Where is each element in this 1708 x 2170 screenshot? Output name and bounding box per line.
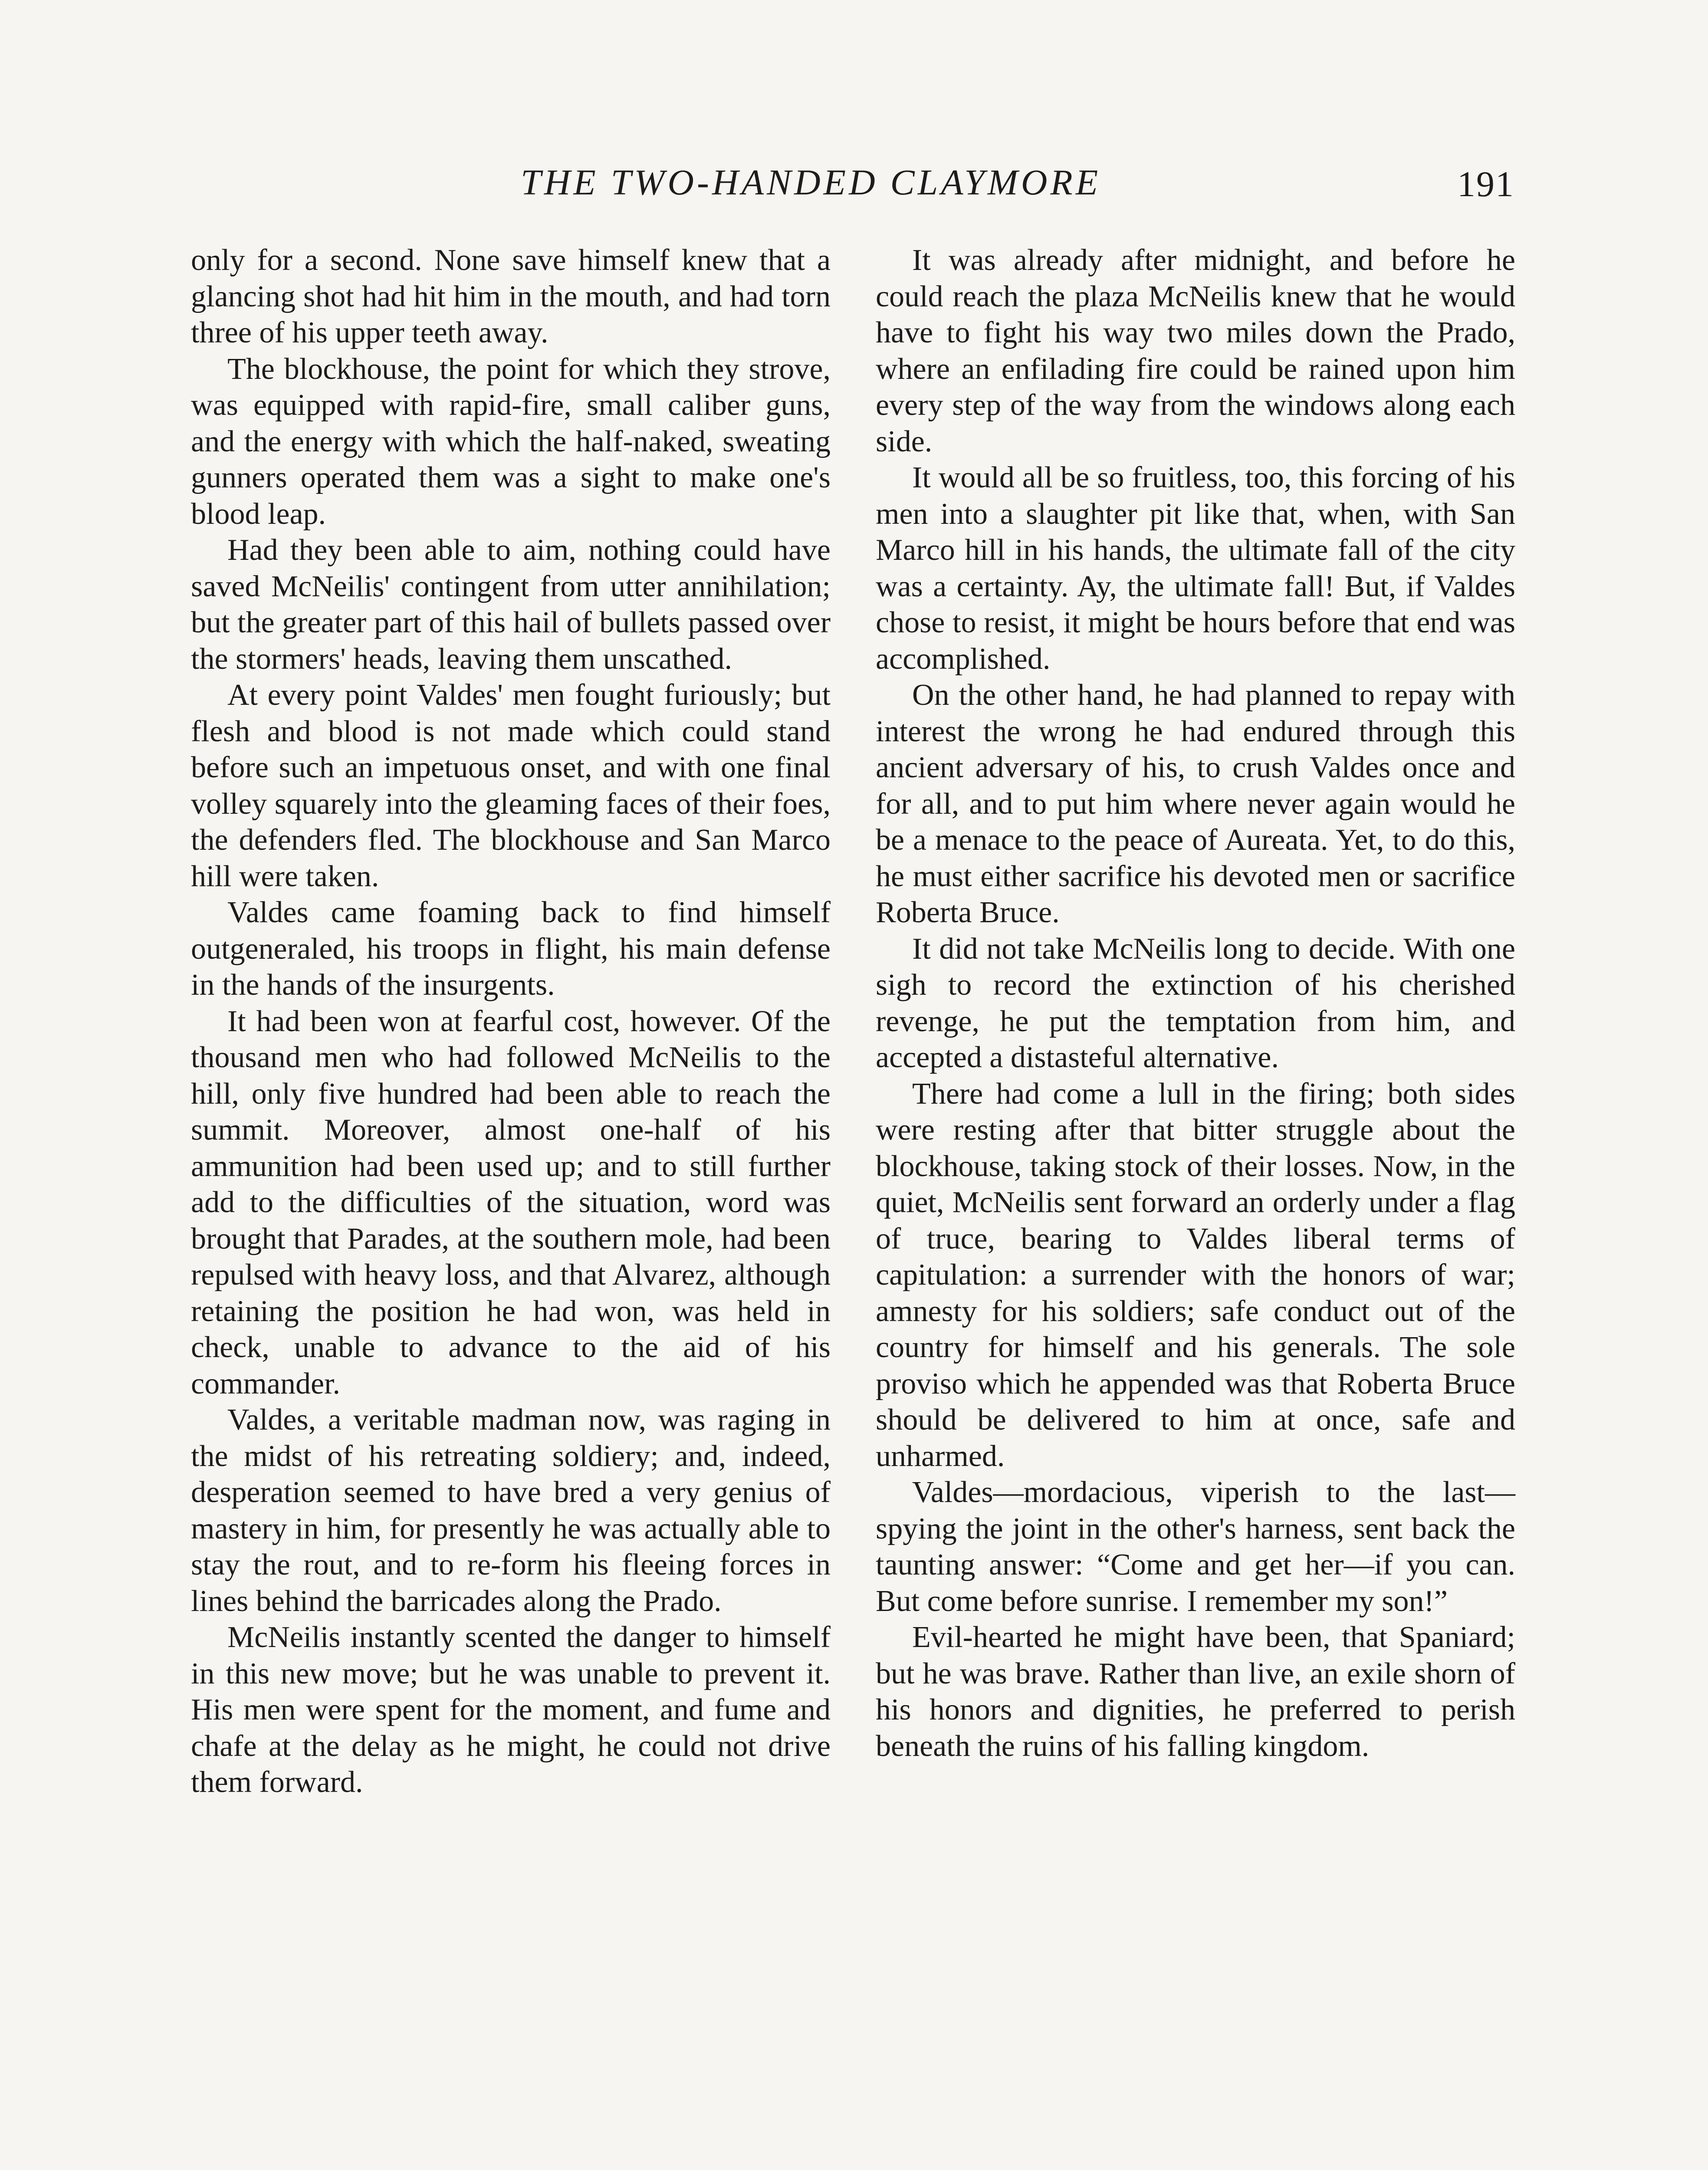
paragraph: It was already after midnight, and before he could reach the plaza McNeilis knew that he would have to fight his way two miles down the Prado, where an enfilading fire could be rained upon him every step of the way from the windows along each side. xyxy=(876,243,1515,458)
paragraph: Valdes, a veritable madman now, was raging in the midst of his retreating soldiery; and, indeed, desperation seemed to have bred a very genius of mastery in him, for presently he was actually able to stay the rout, and to re-form his fleeing forces in lines behind the barricades along the Prado. xyxy=(191,1403,831,1618)
paragraph: It did not take McNeilis long to decide. With one sigh to record the extinction of his cherished revenge, he put the temptation from him, and accepted a distasteful alternative. xyxy=(876,932,1515,1074)
paragraph: It had been won at fearful cost, however. Of the thousand men who had followed McNeilis to the hill, only five hundred had been able to reach the summit. Moreover, almost one-half of his ammunition had been used up; and to still further add to the difficulties of the situation, word was brought that Parades, at the southern mole, had been repulsed with heavy loss, and that Alvarez, although retaining the position he had won, was held in check, unable to advance to the aid of his commander. xyxy=(191,1004,831,1401)
paragraph: Valdes came foaming back to find himself outgeneraled, his troops in flight, his main defense in the hands of the insurgents. xyxy=(191,896,831,1002)
page-number: 191 xyxy=(1457,164,1514,204)
paragraph: On the other hand, he had planned to repay with interest the wrong he had endured through this ancient adversary of his, to crush Valdes once and for all, and to put him where never again would he be a menace to the peace of Aureata. Yet, to do this, he must either sacrifice his devoted men or sacrifice Roberta Bruce. xyxy=(876,678,1515,929)
paragraph: Had they been able to aim, nothing could have saved McNeilis' contingent from utter annihilation; but the greater part of this hail of bullets passed over the stormers' heads, leaving them unscathed. xyxy=(191,533,831,676)
paragraph: The blockhouse, the point for which they strove, was equipped with rapid-fire, small caliber guns, and the energy with which the half-naked, sweating gunners operated them was a sight to make one's blood leap. xyxy=(191,352,831,531)
paragraph: There had come a lull in the firing; both sides were resting after that bitter struggle about the blockhouse, taking stock of their losses. Now, in the quiet, McNeilis sent forward an orderly under a flag of truce, bearing to Valdes liberal terms of capitulation: a surrender with the honors of war; amnesty for his soldiers; safe conduct out of the country for himself and his generals. The sole proviso which he appended was that Roberta Bruce should be delivered to him at once, safe and unharmed. xyxy=(876,1077,1515,1473)
running-header xyxy=(0,161,1708,214)
paragraph: Valdes—mordacious, viperish to the last—spying the joint in the other's harness, sent back the taunting answer: “Come and get her—if you can. But come before sunrise. I remember my son!” xyxy=(876,1476,1515,1618)
paragraph: McNeilis instantly scented the danger to himself in this new move; but he was unable to prevent it. His men were spent for the moment, and fume and chafe at the delay as he might, he could not drive them forward. xyxy=(191,1621,831,1799)
paragraph: It would all be so fruitless, too, this forcing of his men into a slaughter pit like that, when, with San Marco hill in his hands, the ultimate fall of the city was a certainty. Ay, the ultimate fall! But, if Valdes chose to resist, it might be hours before that end was accomplished. xyxy=(876,461,1515,676)
paragraph: Evil-hearted he might have been, that Spaniard; but he was brave. Rather than live, an exile shorn of his honors and dignities, he preferred to perish beneath the ruins of his falling kingdom. xyxy=(876,1621,1515,1763)
left-column xyxy=(191,242,831,1801)
paragraph: only for a second. None save himself knew that a glancing shot had hit him in the mouth, and had torn three of his upper teeth away. xyxy=(191,243,831,349)
paragraph: At every point Valdes' men fought furiously; but flesh and blood is not made which could stand before such an impetuous onset, and with one final volley squarely into the gleaming faces of their foes, the defenders fled. The blockhouse and San Marco hill were taken. xyxy=(191,678,831,893)
running-head-title: THE TWO-HANDED CLAYMORE xyxy=(521,162,1101,203)
right-column xyxy=(876,242,1515,1764)
